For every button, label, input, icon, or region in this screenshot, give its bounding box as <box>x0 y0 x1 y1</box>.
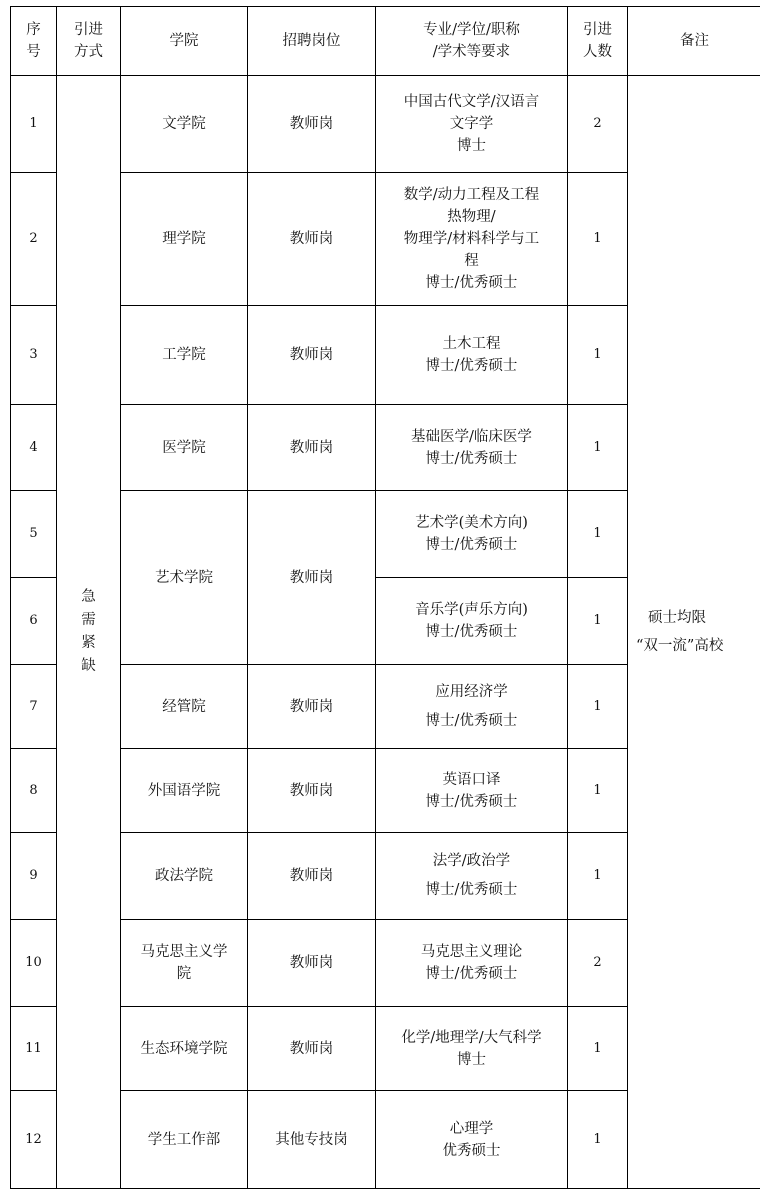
requirement-cell: 心理学 优秀硕士 <box>376 1091 568 1189</box>
college-cell: 艺术学院 <box>121 491 248 665</box>
requirement-cell: 化学/地理学/大气科学 博士 <box>376 1007 568 1091</box>
seq-cell: 7 <box>11 665 57 749</box>
requirement-cell: 中国古代文学/汉语言 文字学 博士 <box>376 76 568 173</box>
college-cell: 医学院 <box>121 405 248 491</box>
requirement-cell: 基础医学/临床医学 博士/优秀硕士 <box>376 405 568 491</box>
position-cell: 教师岗 <box>248 749 376 833</box>
method-cell: 急 需 紧 缺 <box>57 76 121 1189</box>
count-cell: 2 <box>568 76 628 173</box>
college-cell: 理学院 <box>121 173 248 306</box>
college-cell: 学生工作部 <box>121 1091 248 1189</box>
position-cell: 教师岗 <box>248 76 376 173</box>
seq-cell: 2 <box>11 173 57 306</box>
requirement-cell: 法学/政治学 博士/优秀硕士 <box>376 833 568 920</box>
count-cell: 1 <box>568 1007 628 1091</box>
position-cell: 教师岗 <box>248 1007 376 1091</box>
seq-cell: 4 <box>11 405 57 491</box>
college-cell: 政法学院 <box>121 833 248 920</box>
seq-cell: 3 <box>11 306 57 405</box>
header-requirement: 专业/学位/职称 /学术等要求 <box>376 7 568 76</box>
college-cell: 工学院 <box>121 306 248 405</box>
seq-cell: 8 <box>11 749 57 833</box>
seq-cell: 11 <box>11 1007 57 1091</box>
note-cell: 硕士均限 “双一流”高校 <box>628 76 761 1189</box>
requirement-cell: 数学/动力工程及工程 热物理/ 物理学/材料科学与工 程 博士/优秀硕士 <box>376 173 568 306</box>
count-cell: 1 <box>568 1091 628 1189</box>
requirement-cell: 音乐学(声乐方向) 博士/优秀硕士 <box>376 578 568 665</box>
count-cell: 1 <box>568 578 628 665</box>
header-note: 备注 <box>628 7 761 76</box>
count-cell: 1 <box>568 665 628 749</box>
college-cell: 生态环境学院 <box>121 1007 248 1091</box>
college-cell: 外国语学院 <box>121 749 248 833</box>
header-method: 引进 方式 <box>57 7 121 76</box>
header-college: 学院 <box>121 7 248 76</box>
count-cell: 1 <box>568 405 628 491</box>
seq-cell: 1 <box>11 76 57 173</box>
position-cell: 教师岗 <box>248 665 376 749</box>
seq-cell: 6 <box>11 578 57 665</box>
position-cell: 教师岗 <box>248 405 376 491</box>
requirement-cell: 应用经济学 博士/优秀硕士 <box>376 665 568 749</box>
header-row <box>11 7 761 76</box>
count-cell: 1 <box>568 749 628 833</box>
position-cell: 教师岗 <box>248 491 376 665</box>
position-cell: 教师岗 <box>248 173 376 306</box>
requirement-cell: 艺术学(美术方向) 博士/优秀硕士 <box>376 491 568 578</box>
seq-cell: 10 <box>11 920 57 1007</box>
header-seq: 序 号 <box>11 7 57 76</box>
table-row <box>11 76 761 173</box>
header-count: 引进 人数 <box>568 7 628 76</box>
position-cell: 其他专技岗 <box>248 1091 376 1189</box>
requirement-cell: 土木工程 博士/优秀硕士 <box>376 306 568 405</box>
college-cell: 经管院 <box>121 665 248 749</box>
position-cell: 教师岗 <box>248 306 376 405</box>
college-cell: 文学院 <box>121 76 248 173</box>
position-cell: 教师岗 <box>248 833 376 920</box>
requirement-cell: 英语口译 博士/优秀硕士 <box>376 749 568 833</box>
seq-cell: 9 <box>11 833 57 920</box>
header-position: 招聘岗位 <box>248 7 376 76</box>
seq-cell: 12 <box>11 1091 57 1189</box>
position-cell: 教师岗 <box>248 920 376 1007</box>
seq-cell: 5 <box>11 491 57 578</box>
count-cell: 1 <box>568 491 628 578</box>
count-cell: 1 <box>568 173 628 306</box>
recruitment-table <box>10 6 760 1189</box>
count-cell: 2 <box>568 920 628 1007</box>
college-cell: 马克思主义学 院 <box>121 920 248 1007</box>
recruitment-table-container <box>10 6 760 1189</box>
count-cell: 1 <box>568 833 628 920</box>
requirement-cell: 马克思主义理论 博士/优秀硕士 <box>376 920 568 1007</box>
count-cell: 1 <box>568 306 628 405</box>
